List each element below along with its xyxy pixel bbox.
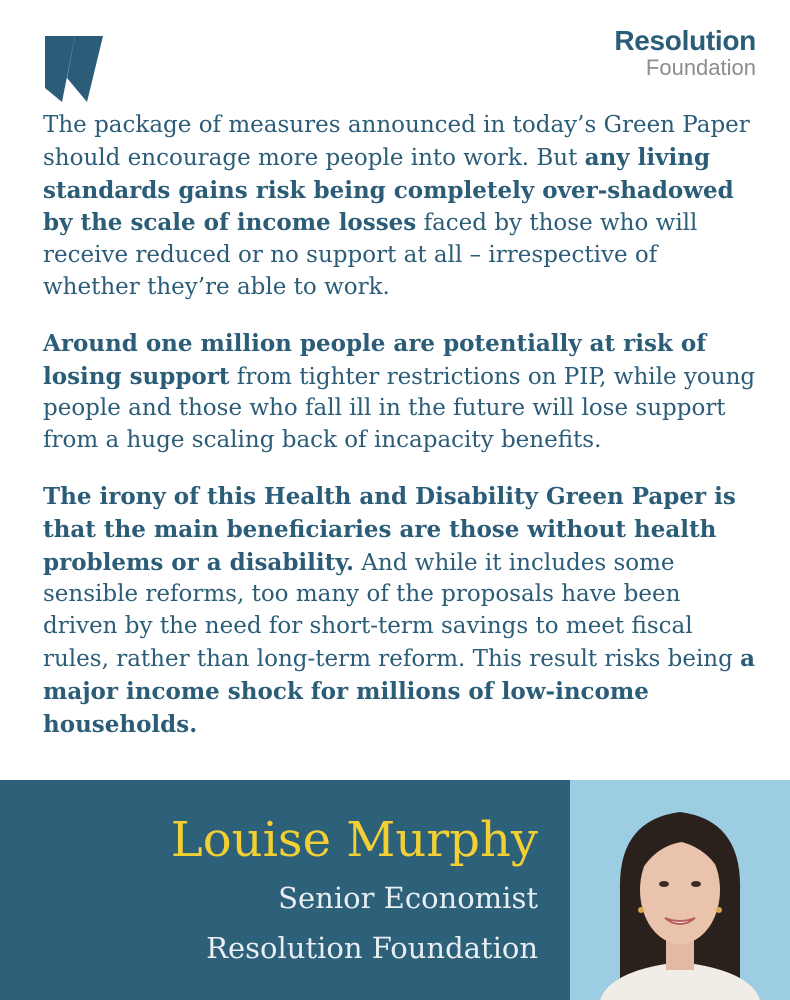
speaker-photo	[570, 780, 790, 1000]
speaker-portrait-illustration	[570, 780, 790, 1000]
quote-emphasis: any living standards gains risk being completely over-shadowed by the scale of income losses	[43, 143, 734, 237]
quote-emphasis: a major income shock for millions of low-income households.	[43, 644, 756, 738]
quote-paragraph-3	[43, 481, 758, 741]
quote-text: faced by those who will receive reduced or no support at all – irrespective of whether they’re able to work.	[43, 210, 698, 300]
speaker-name: Louise Murphy	[170, 812, 538, 868]
logo-line-2: Foundation	[645, 55, 756, 80]
quote-text: from tighter restrictions on PIP, while young people and those who fall ill in the future will lose support from a huge scaling back of incapacity benefits.	[43, 363, 756, 454]
quote-mark-icon	[45, 36, 103, 102]
quote-body	[43, 110, 758, 765]
resolution-foundation-logo	[614, 26, 756, 80]
speaker-role: Senior Economist	[278, 881, 538, 915]
quote-emphasis: The irony of this Health and Disability Green Paper is that the main beneficiaries are those without health problems or a disability.	[43, 482, 736, 576]
speaker-organization: Resolution Foundation	[206, 931, 538, 965]
quote-paragraph-1	[43, 110, 758, 304]
quote-text: The package of measures announced in today’s Green Paper should encourage more people into work. But	[43, 112, 750, 171]
quote-text: And while it includes some sensible reforms, too many of the proposals have been driven by the need for short-term savings to meet fiscal rules, rather than long-term reform. This result risks being	[43, 549, 741, 672]
quote-paragraph-2	[43, 328, 758, 457]
quote-emphasis: Around one million people are potentially at risk of losing support	[43, 329, 707, 390]
logo-line-1: Resolution	[614, 25, 756, 56]
